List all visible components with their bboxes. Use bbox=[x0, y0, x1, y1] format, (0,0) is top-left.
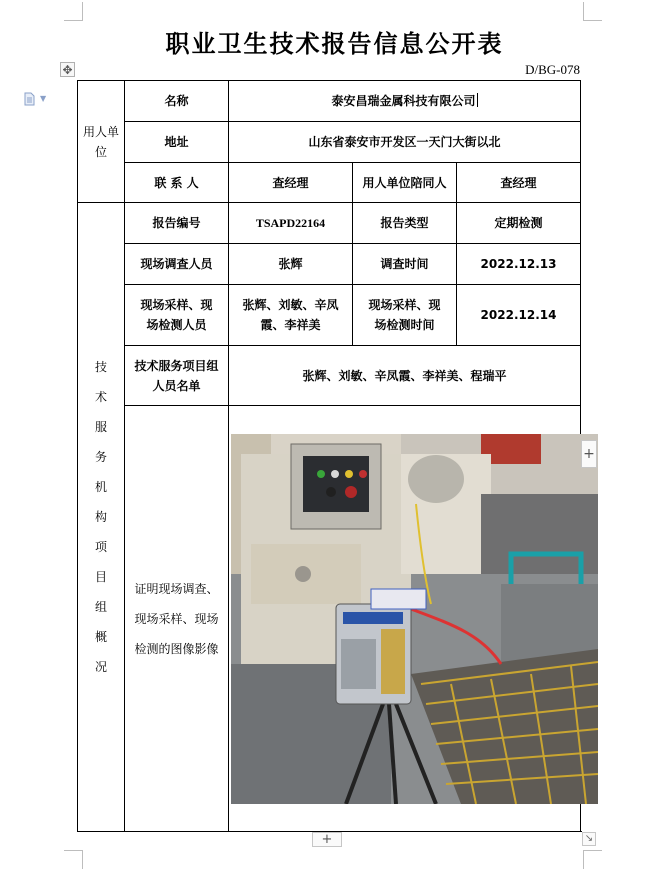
survey-staff-value[interactable]: 张辉 bbox=[229, 244, 353, 285]
add-row-plus-icon[interactable]: + bbox=[312, 832, 342, 847]
chevron-down-icon[interactable]: ▼ bbox=[40, 94, 47, 103]
add-column-plus-icon[interactable]: + bbox=[581, 440, 597, 468]
table-resize-icon[interactable]: ↘ bbox=[582, 832, 596, 846]
survey-time-label: 调查时间 bbox=[353, 244, 457, 285]
name-label: 名称 bbox=[125, 81, 229, 122]
document-number: D/BG-078 bbox=[525, 62, 580, 77]
page-title: 职业卫生技术报告信息公开表 bbox=[165, 29, 504, 58]
service-section-label: 技术服务机构项目组概况 bbox=[78, 203, 125, 832]
employer-section-label: 用人单位 bbox=[78, 81, 125, 203]
survey-time-value[interactable]: 2022.12.13 bbox=[457, 244, 581, 285]
employer-name: 泰安昌瑞金属科技有限公司 bbox=[331, 94, 476, 108]
page-corner-mark bbox=[583, 2, 602, 21]
table-move-icon[interactable]: ✥ bbox=[60, 62, 75, 77]
members-label: 技术服务项目组人员名单 bbox=[125, 346, 229, 406]
page-corner-mark bbox=[583, 850, 602, 869]
sampling-staff-value[interactable]: 张辉、刘敏、辛凤霞、李祥美 bbox=[229, 285, 353, 346]
sampling-staff-label: 现场采样、现场检测人员 bbox=[125, 285, 229, 346]
members-value[interactable]: 张辉、刘敏、辛凤霞、李祥美、程瑞平 bbox=[229, 346, 581, 406]
sampling-time-value[interactable]: 2022.12.14 bbox=[457, 285, 581, 346]
employer-name-cell[interactable] bbox=[229, 81, 581, 122]
report-type-value[interactable]: 定期检测 bbox=[457, 203, 581, 244]
contact-label: 联 系 人 bbox=[125, 163, 229, 203]
evidence-section-label: 证明现场调查、现场采样、现场检测的图像影像 bbox=[125, 406, 229, 832]
site-photo[interactable] bbox=[231, 434, 598, 804]
info-table bbox=[77, 80, 581, 832]
sampling-time-label: 现场采样、现场检测时间 bbox=[353, 285, 457, 346]
report-type-label: 报告类型 bbox=[353, 203, 457, 244]
page-corner-mark bbox=[64, 2, 83, 21]
escort-value[interactable]: 查经理 bbox=[457, 163, 581, 203]
employer-address[interactable]: 山东省泰安市开发区一天门大街以北 bbox=[229, 122, 581, 163]
text-cursor bbox=[477, 93, 478, 107]
escort-label: 用人单位陪同人 bbox=[353, 163, 457, 203]
survey-staff-label: 现场调查人员 bbox=[125, 244, 229, 285]
address-label: 地址 bbox=[125, 122, 229, 163]
document-icon[interactable] bbox=[22, 92, 36, 106]
report-no-label: 报告编号 bbox=[125, 203, 229, 244]
contact-value[interactable]: 查经理 bbox=[229, 163, 353, 203]
page-corner-mark bbox=[64, 850, 83, 869]
report-no-value[interactable]: TSAPD22164 bbox=[229, 203, 353, 244]
evidence-image-cell[interactable] bbox=[229, 406, 581, 832]
